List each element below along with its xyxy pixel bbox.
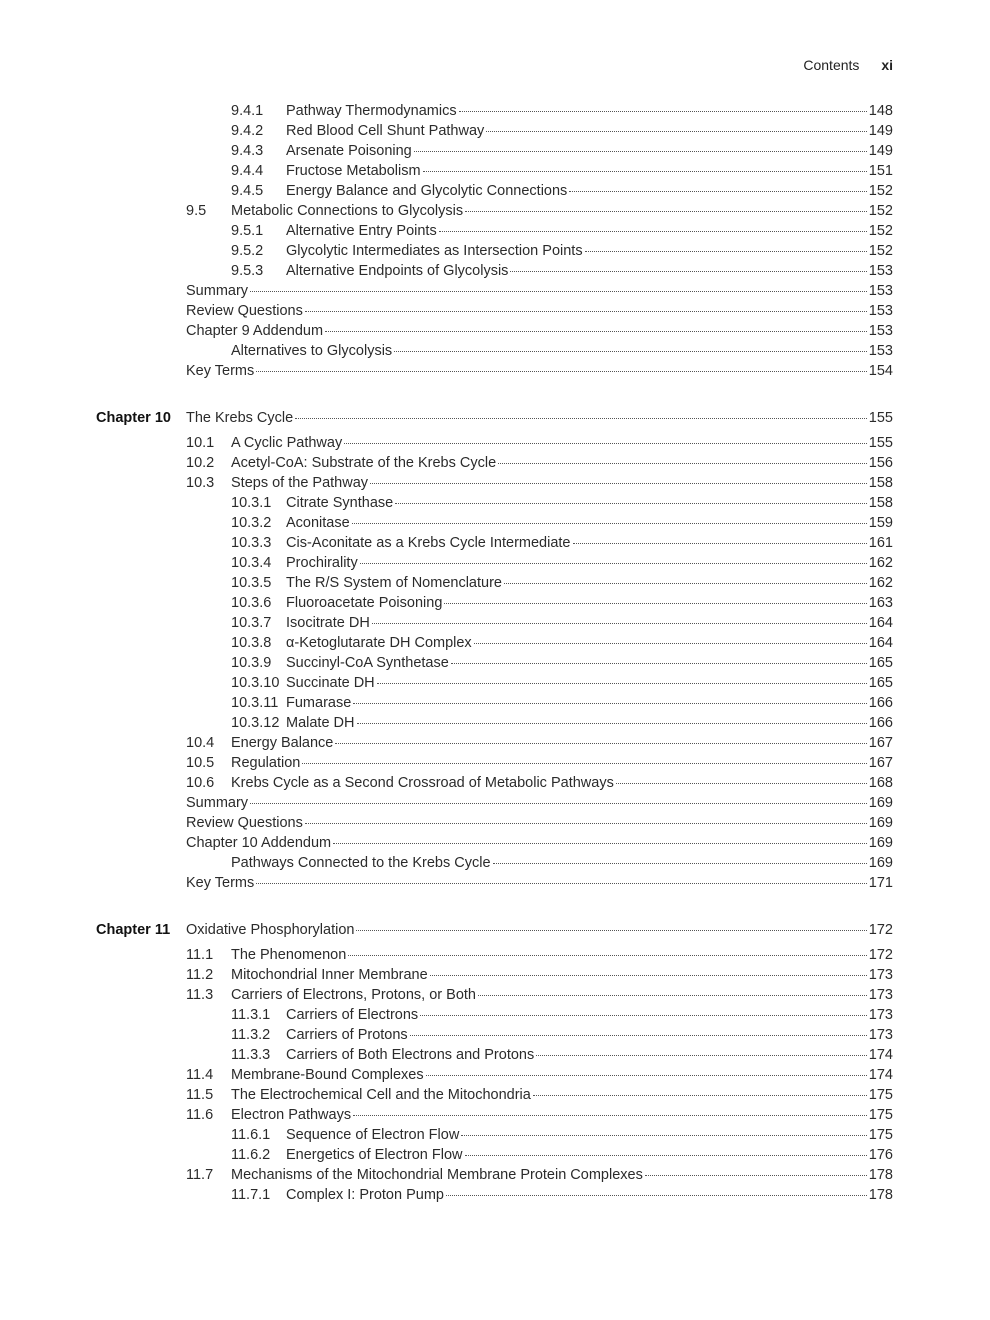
entry-page-number: 148 [868,103,893,119]
entry-title: Carriers of Both Electrons and Protons [286,1047,535,1063]
section-number: 10.3.6 [231,595,272,611]
dot-leader [348,954,867,956]
toc-chapter-entry[interactable] [186,920,893,940]
toc-entry[interactable] [231,513,893,533]
entry-page-number: 163 [868,595,893,611]
entry-page-number: 166 [868,715,893,731]
entry-title: Red Blood Cell Shunt Pathway [286,123,485,139]
entry-title: Regulation [231,755,301,771]
entry-title: Energetics of Electron Flow [286,1147,463,1163]
section-number: 9.4.5 [231,183,264,199]
entry-page-number: 152 [868,203,893,219]
toc-entry[interactable] [231,553,893,573]
entry-page-number: 166 [868,695,893,711]
section-number: 11.3.3 [231,1047,271,1063]
entry-title: Citrate Synthase [286,495,394,511]
header-label: Contents [803,57,860,73]
dot-leader [444,602,866,604]
dot-leader [420,1014,867,1016]
dot-leader [325,330,867,332]
dot-leader [344,442,867,444]
toc-entry[interactable] [231,1005,893,1025]
dot-leader [394,350,867,352]
dot-leader [585,250,867,252]
entry-title: Mechanisms of the Mitochondrial Membrane Protein Complexes [231,1167,643,1183]
section-number: 11.4 [186,1067,214,1083]
dot-leader [474,642,867,644]
entry-title: Fluoroacetate Poisoning [286,595,443,611]
section-number: 9.5.2 [231,243,264,259]
entry-page-number: 153 [868,343,893,359]
toc-entry[interactable] [231,673,893,693]
entry-page-number: 168 [868,775,893,791]
section-number: 11.3 [186,987,214,1003]
entry-title: Pathway Thermodynamics [286,103,457,119]
toc-entry[interactable] [231,653,893,673]
entry-page-number: 165 [868,655,893,671]
entry-title: Review Questions [186,815,303,831]
entry-page-number: 154 [868,363,893,379]
entry-title: Succinate DH [286,675,375,691]
toc-entry[interactable] [186,813,893,833]
toc-entry[interactable] [231,1025,893,1045]
section-number: 11.7 [186,1167,214,1183]
toc-entry[interactable] [231,341,893,361]
section-number: 10.4 [186,735,215,751]
entry-title: Fumarase [286,695,352,711]
toc-entry[interactable] [231,221,893,241]
section-number: 11.3.2 [231,1027,271,1043]
toc-entry[interactable] [186,1085,893,1105]
entry-title: Acetyl-CoA: Substrate of the Krebs Cycle [231,455,497,471]
entry-page-number: 152 [868,223,893,239]
entry-page-number: 153 [868,303,893,319]
section-number: 11.3.1 [231,1007,271,1023]
section-number: 9.5.1 [231,223,264,239]
toc-entry[interactable] [231,613,893,633]
section-number: 11.5 [186,1087,214,1103]
toc-entry[interactable] [231,713,893,733]
dot-leader [302,762,866,764]
entry-title: Aconitase [286,515,350,531]
entry-page-number: 151 [868,163,893,179]
dot-leader [510,270,866,272]
entry-page-number: 173 [868,987,893,1003]
entry-page-number: 155 [868,410,893,426]
section-number: 10.1 [186,435,215,451]
section-number: 9.4.4 [231,163,264,179]
dot-leader [451,662,867,664]
entry-title: Alternative Endpoints of Glycolysis [286,263,509,279]
toc-entry[interactable] [186,473,893,493]
toc-entry[interactable] [186,985,893,1005]
entry-page-number: 158 [868,475,893,491]
toc-entry[interactable] [186,733,893,753]
section-number: 11.6 [186,1107,214,1123]
entry-title: The Krebs Cycle [186,410,294,426]
dot-leader [353,702,867,704]
section-number: 10.3.12 [231,715,280,731]
toc-entry[interactable] [231,493,893,513]
toc-entry[interactable] [186,201,893,221]
section-number: 9.4.1 [231,103,264,119]
toc-entry[interactable] [231,101,893,121]
section-number: 10.3.1 [231,495,272,511]
entry-page-number: 174 [868,1067,893,1083]
entry-title: Membrane-Bound Complexes [231,1067,424,1083]
entry-page-number: 153 [868,323,893,339]
toc-entry[interactable] [231,693,893,713]
toc-entry[interactable] [186,773,893,793]
entry-page-number: 175 [868,1107,893,1123]
entry-page-number: 162 [868,555,893,571]
entry-page-number: 165 [868,675,893,691]
dot-leader [335,742,866,744]
entry-title: Glycolytic Intermediates as Intersection Points [286,243,583,259]
toc-entry[interactable] [186,1165,893,1185]
entry-title: Chapter 10 Addendum [186,835,332,851]
entry-page-number: 178 [868,1187,893,1203]
entry-title: Carriers of Electrons [286,1007,419,1023]
section-number: 9.5 [186,203,207,219]
section-number: 10.3.7 [231,615,272,631]
section-number: 11.7.1 [231,1187,271,1203]
section-number: 10.3.11 [231,695,279,711]
dot-leader [461,1134,867,1136]
entry-page-number: 164 [868,635,893,651]
dot-leader [493,862,867,864]
chapter-label: Chapter 10 [96,410,171,426]
toc-entry[interactable] [231,261,893,281]
section-number: 11.6.1 [231,1127,271,1143]
entry-page-number: 175 [868,1127,893,1143]
dot-leader [616,782,867,784]
dot-leader [256,882,867,884]
entry-title: Complex I: Proton Pump [286,1187,444,1203]
entry-title: Chapter 9 Addendum [186,323,324,339]
entry-title: Arsenate Poisoning [286,143,412,159]
toc-entry[interactable] [231,593,893,613]
entry-title: Review Questions [186,303,303,319]
toc-entry[interactable] [231,121,893,141]
dot-leader [370,482,867,484]
dot-leader [256,370,867,372]
section-number: 11.6.2 [231,1147,271,1163]
toc-entry[interactable] [186,1065,893,1085]
entry-page-number: 152 [868,243,893,259]
entry-title: Sequence of Electron Flow [286,1127,460,1143]
section-number: 10.3.9 [231,655,272,671]
section-number: 10.3 [186,475,215,491]
entry-page-number: 174 [868,1047,893,1063]
entry-title: Pathways Connected to the Krebs Cycle [231,855,491,871]
entry-page-number: 158 [868,495,893,511]
dot-leader [333,842,867,844]
entry-title: Carriers of Electrons, Protons, or Both [231,987,476,1003]
entry-page-number: 178 [868,1167,893,1183]
entry-title: Oxidative Phosphorylation [186,922,355,938]
dot-leader [459,110,867,112]
toc-chapter-entry[interactable] [186,408,893,428]
entry-title: Mitochondrial Inner Membrane [231,967,428,983]
dot-leader [410,1034,867,1036]
running-header [803,57,893,73]
toc-entry[interactable] [231,1185,893,1205]
dot-leader [645,1174,867,1176]
entry-page-number: 169 [868,795,893,811]
entry-page-number: 155 [868,435,893,451]
dot-leader [305,822,867,824]
dot-leader [573,542,867,544]
entry-page-number: 173 [868,967,893,983]
dot-leader [423,170,867,172]
header-page-number: xi [881,57,893,73]
entry-page-number: 171 [868,875,893,891]
toc-entry[interactable] [231,1125,893,1145]
dot-leader [498,462,867,464]
section-number: 9.5.3 [231,263,264,279]
toc-entry[interactable] [231,1145,893,1165]
entry-page-number: 164 [868,615,893,631]
entry-page-number: 153 [868,263,893,279]
toc-entry[interactable] [186,301,893,321]
section-number: 10.2 [186,455,215,471]
section-number: 10.3.10 [231,675,280,691]
dot-leader [305,310,867,312]
toc-entry[interactable] [186,321,893,341]
section-number: 10.3.4 [231,555,272,571]
toc-entry[interactable] [231,161,893,181]
section-number: 9.4.3 [231,143,264,159]
toc-entry[interactable] [186,873,893,893]
dot-leader [465,210,867,212]
dot-leader [357,722,867,724]
dot-leader [353,1114,867,1116]
entry-page-number: 149 [868,123,893,139]
entry-title: Key Terms [186,363,255,379]
section-number: 9.4.2 [231,123,264,139]
dot-leader [395,502,867,504]
toc-entry[interactable] [186,833,893,853]
dot-leader [478,994,867,996]
entry-title: The Electrochemical Cell and the Mitochondria [231,1087,531,1103]
toc-entry[interactable] [186,945,893,965]
entry-title: Electron Pathways [231,1107,352,1123]
entry-title: Carriers of Protons [286,1027,408,1043]
toc-entry[interactable] [186,1105,893,1125]
entry-page-number: 161 [868,535,893,551]
entry-page-number: 167 [868,735,893,751]
entry-page-number: 172 [868,947,893,963]
section-number: 10.3.8 [231,635,272,651]
dot-leader [250,802,867,804]
entry-title: Summary [186,795,249,811]
entry-page-number: 173 [868,1007,893,1023]
entry-title: Alternatives to Glycolysis [231,343,393,359]
toc-entry[interactable] [186,965,893,985]
entry-page-number: 176 [868,1147,893,1163]
toc-entry[interactable] [231,633,893,653]
entry-page-number: 153 [868,283,893,299]
entry-page-number: 175 [868,1087,893,1103]
dot-leader [486,130,867,132]
toc-entry[interactable] [186,281,893,301]
entry-title: Alternative Entry Points [286,223,437,239]
entry-title: Malate DH [286,715,355,731]
toc-entry[interactable] [186,793,893,813]
toc-entry[interactable] [231,141,893,161]
dot-leader [250,290,867,292]
entry-page-number: 169 [868,855,893,871]
dot-leader [430,974,867,976]
section-number: 10.6 [186,775,215,791]
dot-leader [536,1054,867,1056]
dot-leader [352,522,867,524]
dot-leader [465,1154,867,1156]
toc-entry[interactable] [231,241,893,261]
entry-title: α-Ketoglutarate DH Complex [286,635,472,651]
section-number: 10.3.3 [231,535,272,551]
dot-leader [372,622,867,624]
entry-page-number: 159 [868,515,893,531]
entry-title: The Phenomenon [231,947,347,963]
chapter-label: Chapter 11 [96,922,171,938]
section-number: 10.3.5 [231,575,272,591]
dot-leader [377,682,867,684]
dot-leader [533,1094,867,1096]
dot-leader [439,230,867,232]
section-number: 10.5 [186,755,215,771]
toc-entry[interactable] [186,753,893,773]
section-number: 11.1 [186,947,214,963]
entry-title: Energy Balance and Glycolytic Connections [286,183,568,199]
dot-leader [569,190,867,192]
dot-leader [360,562,867,564]
entry-title: Steps of the Pathway [231,475,369,491]
entry-title: Summary [186,283,249,299]
section-number: 11.2 [186,967,214,983]
dot-leader [504,582,867,584]
entry-page-number: 173 [868,1027,893,1043]
toc-entry[interactable] [186,453,893,473]
toc-entry[interactable] [231,533,893,553]
dot-leader [356,929,866,931]
dot-leader [446,1194,867,1196]
entry-title: Fructose Metabolism [286,163,421,179]
entry-title: Cis-Aconitate as a Krebs Cycle Intermediate [286,535,571,551]
toc-entry[interactable] [231,853,893,873]
entry-title: Isocitrate DH [286,615,370,631]
dot-leader [414,150,867,152]
entry-page-number: 162 [868,575,893,591]
entry-title: Metabolic Connections to Glycolysis [231,203,464,219]
entry-page-number: 152 [868,183,893,199]
dot-leader [426,1074,867,1076]
toc-entry[interactable] [186,433,893,453]
entry-title: Succinyl-CoA Synthetase [286,655,449,671]
entry-page-number: 169 [868,835,893,851]
entry-page-number: 169 [868,815,893,831]
entry-page-number: 149 [868,143,893,159]
entry-title: Key Terms [186,875,255,891]
entry-title: Energy Balance [231,735,334,751]
entry-title: Krebs Cycle as a Second Crossroad of Metabolic Pathways [231,775,614,791]
entry-page-number: 156 [868,455,893,471]
entry-title: The R/S System of Nomenclature [286,575,502,591]
toc-entry[interactable] [231,573,893,593]
dot-leader [295,417,867,419]
entry-title: A Cyclic Pathway [231,435,343,451]
entry-title: Prochirality [286,555,358,571]
entry-page-number: 172 [868,922,893,938]
section-number: 10.3.2 [231,515,272,531]
toc-entry[interactable] [231,1045,893,1065]
toc-entry[interactable] [186,361,893,381]
entry-page-number: 167 [868,755,893,771]
toc-entry[interactable] [231,181,893,201]
